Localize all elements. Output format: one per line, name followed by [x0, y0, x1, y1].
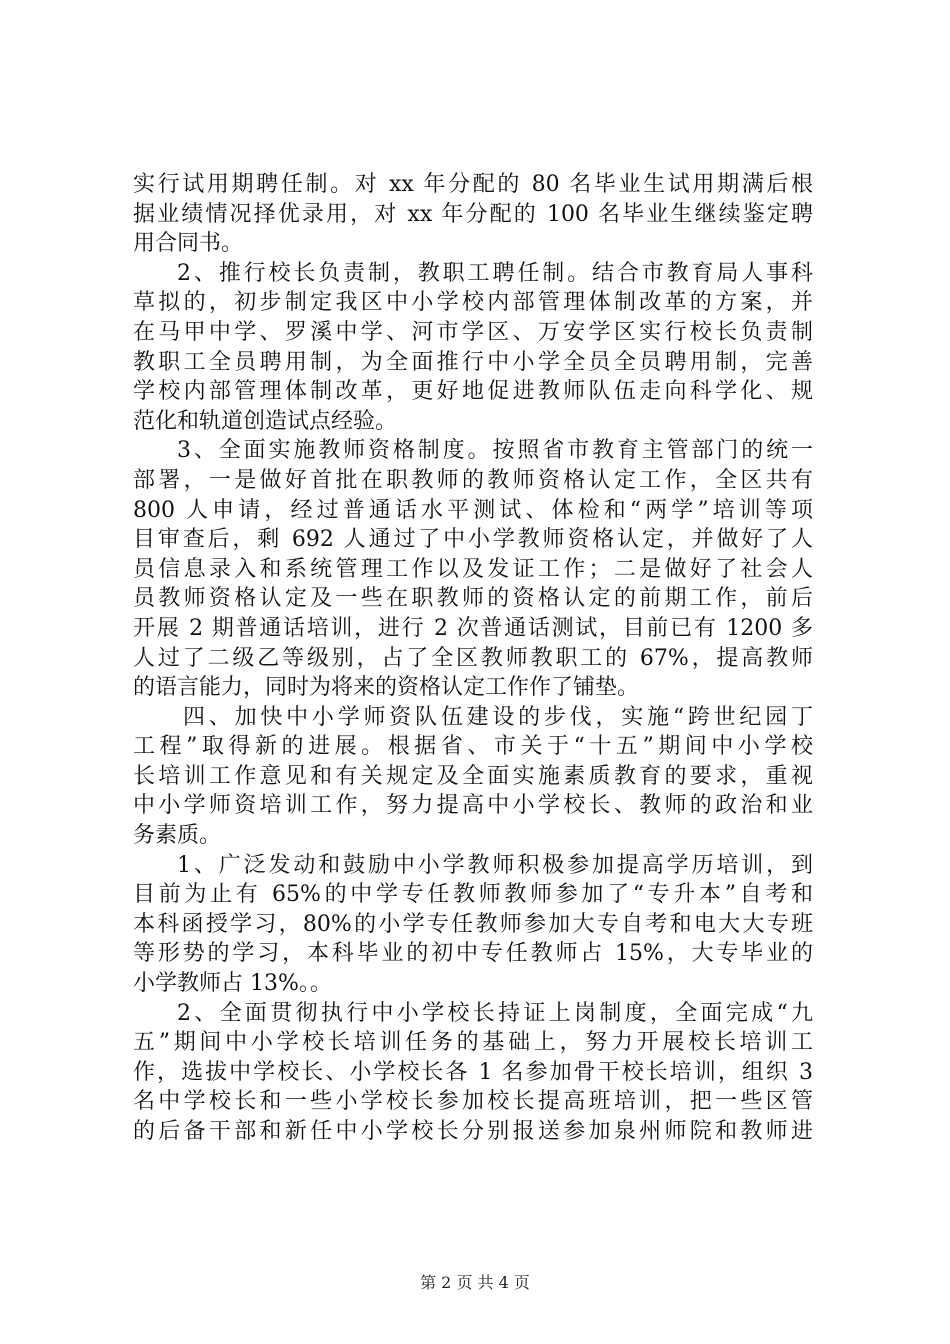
- page-footer: 第 2 页 共 4 页: [420, 1273, 530, 1292]
- text-line: 开展 2 期普通话培训，进行 2 次普通话测试，目前已有 1200 多: [133, 615, 813, 641]
- text-line: 的后备干部和新任中小学校长分别报送参加泉州师院和教师进: [133, 1119, 813, 1144]
- text-line: 等形势的学习，本科毕业的初中专任教师占 15%，大专毕业的: [133, 941, 813, 967]
- text-line: 3、全面实施教师资格制度。按照省市教育主管部门的统一: [177, 438, 813, 464]
- text-line: 范化和轨道创造试点经验。: [133, 408, 398, 434]
- text-line: 实行试用期聘任制。对 xx 年分配的 80 名毕业生试用期满后根: [133, 172, 813, 197]
- text-line: 据业绩情况择优录用，对 xx 年分配的 100 名毕业生继续鉴定聘: [133, 201, 813, 227]
- text-line: 员教师资格认定及一些在职教师的资格认定的前期工作，前后: [133, 586, 813, 612]
- text-line: 在马甲中学、罗溪中学、河市学区、万安学区实行校长负责制: [133, 319, 813, 345]
- text-line: 五”期间中小学校长培训任务的基础上，努力开展校长培训工: [133, 1030, 813, 1056]
- text-line: 中小学师资培训工作，努力提高中小学校长、教师的政治和业: [133, 793, 813, 819]
- document-body: [133, 170, 813, 1147]
- text-line: 员信息录入和系统管理工作以及发证工作；二是做好了社会人: [133, 556, 813, 582]
- text-line: 务素质。: [133, 823, 222, 849]
- text-line: 本科函授学习，80%的小学专任教师参加大专自考和电大大专班: [133, 911, 813, 937]
- text-line: 草拟的，初步制定我区中小学校内部管理体制改革的方案，并: [133, 290, 813, 316]
- text-line: 人过了二级乙等级别，占了全区教师教职工的 67%，提高教师: [133, 645, 813, 671]
- text-line: 小学教师占 13%。。: [133, 971, 332, 997]
- text-line: 1、广泛发动和鼓励中小学教师积极参加提高学历培训，到: [177, 852, 813, 878]
- text-line: 长培训工作意见和有关规定及全面实施素质教育的要求，重视: [133, 763, 813, 789]
- text-line: 800 人申请，经过普通话水平测试、体检和“两学”培训等项: [133, 497, 813, 523]
- text-line: 作，选拔中学校长、小学校长各 1 名参加骨干校长培训，组织 3: [133, 1059, 813, 1085]
- text-line: 工程”取得新的进展。根据省、市关于“十五”期间中小学校: [133, 734, 813, 760]
- text-line: 2、全面贯彻执行中小学校长持证上岗制度，全面完成“九: [177, 1000, 813, 1026]
- text-line: 教职工全员聘用制，为全面推行中小学全员全员聘用制，完善: [133, 349, 813, 375]
- text-line: 学校内部管理体制改革，更好地促进教师队伍走向科学化、规: [133, 379, 813, 405]
- text-line: 四、加快中小学师资队伍建设的步伐，实施“跨世纪园丁: [183, 704, 813, 730]
- text-line: 的语言能力，同时为将来的资格认定工作作了铺垫。: [133, 675, 640, 701]
- text-line: 部署，一是做好首批在职教师的教师资格认定工作，全区共有: [133, 467, 813, 493]
- text-line: 目审查后，剩 692 人通过了中小学教师资格认定，并做好了人: [133, 527, 813, 553]
- text-line: 目前为止有 65%的中学专任教师教师参加了“专升本”自考和: [133, 882, 813, 908]
- text-line: 2、推行校长负责制，教职工聘任制。结合市教育局人事科: [177, 260, 813, 286]
- text-line: 名中学校长和一些小学校长参加校长提高班培训，把一些区管: [133, 1089, 813, 1115]
- text-line: 用合同书。: [133, 231, 244, 257]
